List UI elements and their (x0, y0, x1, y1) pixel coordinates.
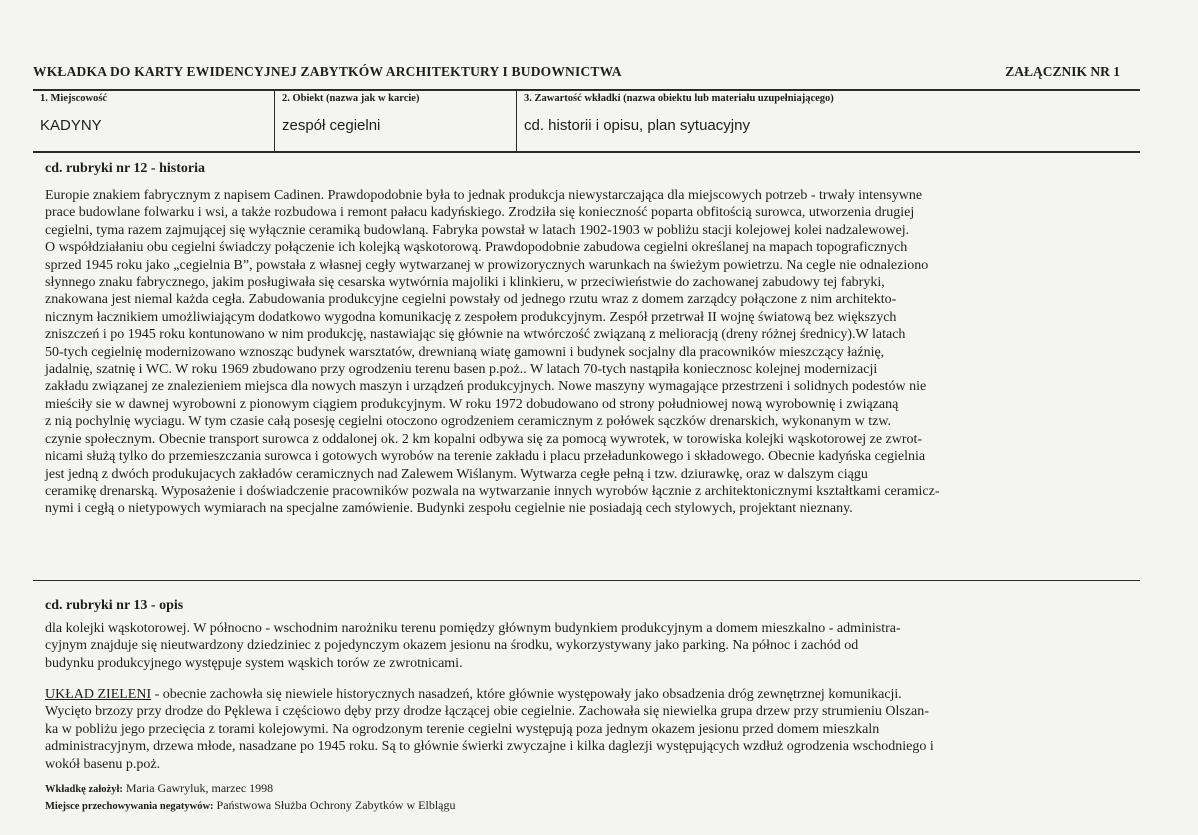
history-text (45, 187, 1145, 518)
footer-storage-label: Miejsce przechowywania negatywów: (45, 801, 214, 812)
history-line: Europie znakiem fabrycznym z napisem Cadinen. Prawdopodobnie była to jednak produkcja niewystarczająca dla miejscowych potrzeb - trwały intensywne (45, 188, 923, 203)
history-line: zakładu związanej ze znalezieniem miejsca dla nowych maszyn i urządzeń produkcyjnych. Nowe maszyny wymagające przestrzeni i solidnych podestów nie (45, 379, 927, 395)
description-line: cyjnym znajduje się nieutwardzony dziedziniec z pojedynczym okazem jesionu na środku, wykorzystywany jako parking. Na północ i zachód od (45, 638, 859, 654)
field-locality (33, 89, 274, 151)
greenery-line: ka w pobliżu jego przecięcia z torami kolejowymi. Na ogrodzonym terenie cegielni występują poza jednym okazem jesionu przed domem mieszkaln (45, 721, 880, 737)
history-line: 50-tych cegielnię modernizowano wznosząc budynek warsztatów, drewnianą wiatę gamowni i budynek socjalny dla pracowników mieszczący łaźnię, (45, 344, 885, 360)
history-heading: cd. rubryki nr 12 - historia (45, 161, 205, 176)
greenery-line: wokół basenu p.poż. (45, 756, 161, 772)
history-line: z nią pochylnię wyciagu. W tym czasie całą posesję cegielni otoczono ogrodzeniem ceramicznym z połówek sączków drenarskich, wykonanym w tzw. (45, 414, 892, 430)
history-line: mieściły sie w dawnej wyrobowni z pionowym ciągiem produkcyjnym. W roku 1972 dobudowano od strony południowej nową wyrobownię i związaną (45, 396, 899, 412)
description-text (45, 620, 1145, 672)
field-contents (516, 89, 1141, 151)
field-object-label: 2. Obiekt (nazwa jak w karcie) (282, 93, 420, 104)
footer-author (45, 781, 273, 796)
history-line: zniszczeń i po 1945 roku kontunowano w nim produkcję, nastawiając się głównie na wtwórczość związaną z melioracją (dreny różnej średnicy).W latach (45, 327, 906, 343)
history-line: znakowana jest niemal każda cegła. Zabudowania produkcyjne cegielni powstały od jednego rzutu wraz z domem zarządcy połączone z nim architekto- (45, 292, 897, 308)
history-line: nymi i cegłą o nietypowych wymiarach na specjalne zamówienie. Budynki zespołu cegielnie nie posiadają cech stylowych, projektant nieznany. (45, 501, 853, 517)
greenery-line: Wycięto brzozy przy drodze do Pęklewa i częściowo dęby przy drodze łączącej obie cegielnie. Zachowała się niewielka grupa drzew przy strumieniu Olszan- (45, 704, 929, 720)
history-line: jadalnię, szatnię i WC. W roku 1969 zbudowano przy ogrodzeniu terenu basen p.poż.. W latach 70-tych nastąpiła koniecznosc kolejnej modernizacji (45, 362, 878, 378)
field-contents-value: cd. historii i opisu, plan sytuacyjny (524, 117, 750, 134)
field-locality-label: 1. Miejscowość (40, 93, 108, 104)
greenery-first-line-text: - obecnie zachowła się niewiele historycznych nasadzeń, które głównie występowały jako obsadzenia dróg zewnętrznej komunikacji. (151, 687, 902, 702)
history-line: ceramikę drenarską. Wyposażenie i doświadczenie pracowników pozwala na wytwarzanie innych wyrobów łącznie z architektonicznymi kształtkami ceramicz- (45, 483, 940, 499)
footer-author-value: Maria Gawryluk, marzec 1998 (122, 781, 274, 795)
footer-storage-value: Państwowa Służba Ochrony Zabytków w Elblągu (213, 798, 456, 812)
history-line: cegielni, tyma razem zajmującej się wyłącznie ceramiką budowlaną. Fabryka powstał w latach 1902-1903 w pobliżu stacji kolejowej kolei nadzalewowej. (45, 222, 910, 238)
footer-author-label: Wkładkę założył: (45, 784, 123, 795)
description-line: budynku produkcyjnego występuje system wąskich torów ze zwrotnicami. (45, 655, 463, 671)
history-line: nicami służą tylko do przemieszczania surowca i gotowych wyrobów na terenie zakładu i placu przeładunkowego i składowego. Obecnie kadyńska cegielnia (45, 449, 926, 465)
greenery-first-line (45, 686, 1145, 703)
history-line: jest jedną z dwóch produkujacych zakładów ceramicznych nad Zalewem Wiślanym. Wytwarza cegłe pełną i tzw. dziurawkę, oraz w dalszym ciągu (45, 466, 868, 482)
history-line: nicznym łacznikiem umożliwiającym dodatkowo wygodna komunikację z zespołem produkcyjnym. Zespół przetrwał II wojnę światową bez większych (45, 309, 897, 325)
history-line: słynnego znaku fabrycznego, jakim posługiwała się cesarska wytwórnia majoliki i klinkieru, w przeciwieństwie do zachowanej zabudowy tej fabryki, (45, 275, 885, 291)
history-line: czynie społecznym. Obecnie transport surowca z oddalonej ok. 2 km kopalni odbywa się za pomocą wywrotek, w torowiska kolejki wąskotorowej ze zwrot- (45, 431, 923, 447)
document-title: WKŁADKA DO KARTY EWIDENCYJNEJ ZABYTKÓW ARCHITEKTURY I BUDOWNICTWA (33, 64, 622, 79)
footer-storage (45, 798, 456, 813)
header-bottom-rule (33, 151, 1140, 153)
history-line: prace budowlane folwarku i wsi, a także rozbudowa i remont pałacu kadyńskiego. Zrodziła się konieczność poparta obfitością surowca, utworzenia drugiej (45, 205, 915, 221)
greenery-label: UKŁAD ZIELENI (45, 687, 152, 702)
history-line: sprzed 1945 roku jako „cegielnia B”, powstała z własnej cegły wytwarzanej w prowizorycznych warunkach na świeżym powietrzu. Na cegle nie odnaleziono (45, 257, 929, 273)
description-line: dla kolejki wąskotorowej. W północno - wschodnim narożniku terenu pomiędzy głównym budynkiem produkcyjnym a domem mieszkalno - administra- (45, 621, 901, 636)
field-locality-value: KADYNY (40, 117, 102, 134)
field-object-value: zespół cegielni (282, 117, 381, 134)
annex-number: ZAŁĄCZNIK NR 1 (1005, 64, 1120, 79)
greenery-line: administracyjnym, drzewa młode, nasadzane po 1945 roku. Są to głównie świerki zwyczajne i kilka daglezji występujących wzdłuż ogrodzenia wschodniego i (45, 739, 934, 755)
history-line: O współdziałaniu obu cegielni świadczy połączenie ich kolejką wąskotorową. Prawdopodobnie zabudowa cegielni określanej na mapach topograficznych (45, 240, 908, 256)
field-contents-label: 3. Zawartość wkładki (nazwa obiektu lub materiału uzupełniającego) (524, 93, 834, 104)
section-divider (33, 580, 1140, 581)
greenery-text (45, 686, 1145, 773)
description-heading: cd. rubryki nr 13 - opis (45, 598, 184, 613)
field-object (274, 89, 517, 151)
